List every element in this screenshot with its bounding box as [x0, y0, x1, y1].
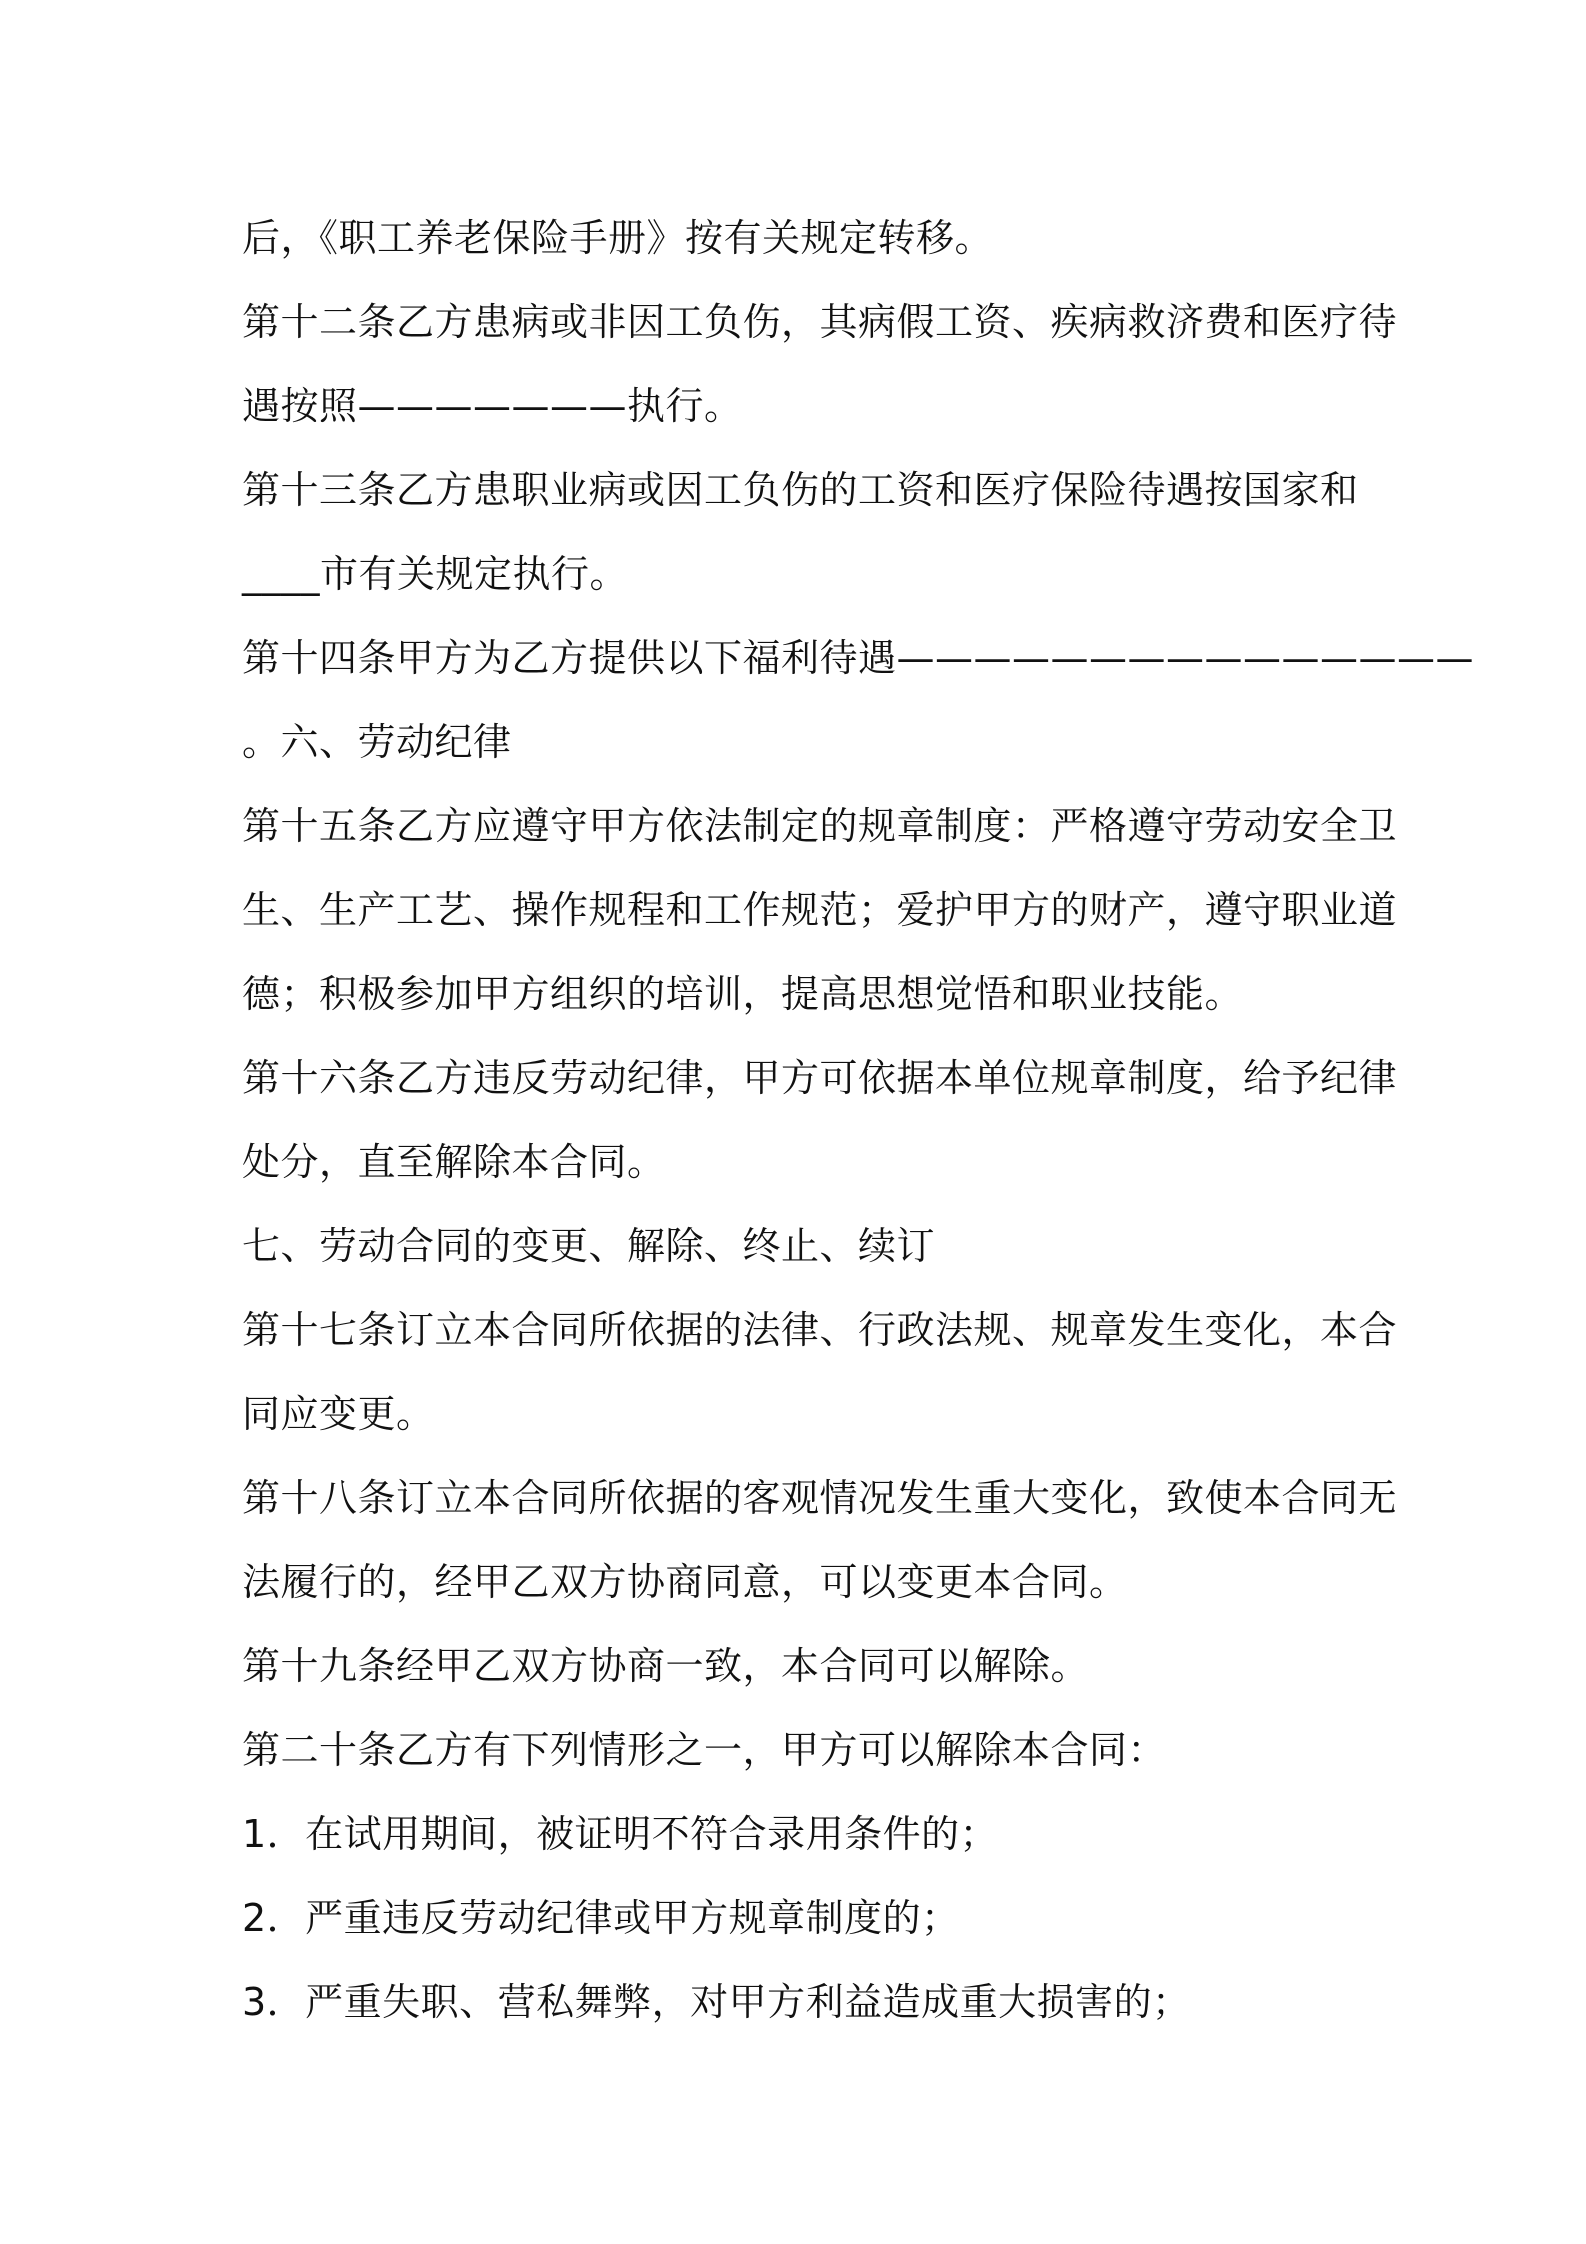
section-heading: 。六、劳动纪律	[242, 720, 512, 764]
text-line: 第十五条乙方应遵守甲方依法制定的规章制度：严格遵守劳动安全卫	[242, 804, 1398, 848]
text-line: 第二十条乙方有下列情形之一，甲方可以解除本合同：	[242, 1728, 1167, 1772]
text-line: 第十六条乙方违反劳动纪律，甲方可依据本单位规章制度，给予纪律	[242, 1056, 1398, 1100]
text-line: 生、生产工艺、操作规程和工作规范；爱护甲方的财产，遵守职业道	[242, 888, 1398, 932]
text-line: 第十二条乙方患病或非因工负伤，其病假工资、疾病救济费和医疗待	[242, 300, 1398, 344]
text-line: ____市有关规定执行。	[242, 552, 629, 596]
list-item: 1．在试用期间，被证明不符合录用条件的；	[242, 1812, 999, 1856]
text-line: 第十九条经甲乙双方协商一致，本合同可以解除。	[242, 1644, 1090, 1688]
text-line: 第十八条订立本合同所依据的客观情况发生重大变化，致使本合同无	[242, 1476, 1398, 1520]
list-item: 2．严重违反劳动纪律或甲方规章制度的；	[242, 1896, 960, 1940]
document-body	[242, 196, 1475, 2044]
list-item: 3．严重失职、营私舞弊，对甲方利益造成重大损害的；	[242, 1980, 1191, 2024]
text-line: 遇按照———————执行。	[242, 384, 743, 428]
text-line: 同应变更。	[242, 1392, 435, 1436]
text-line: 第十四条甲方为乙方提供以下福利待遇———————————————	[242, 636, 1475, 680]
text-line: 第十七条订立本合同所依据的法律、行政法规、规章发生变化，本合	[242, 1308, 1398, 1352]
text-line: 德；积极参加甲方组织的培训，提高思想觉悟和职业技能。	[242, 972, 1244, 1016]
text-line: 后，《职工养老保险手册》按有关规定转移。	[242, 216, 994, 260]
text-line: 法履行的，经甲乙双方协商同意，可以变更本合同。	[242, 1560, 1128, 1604]
text-line: 第十三条乙方患职业病或因工负伤的工资和医疗保险待遇按国家和	[242, 468, 1359, 512]
text-line: 处分，直至解除本合同。	[242, 1140, 666, 1184]
section-heading: 七、劳动合同的变更、解除、终止、续订	[242, 1224, 936, 1268]
